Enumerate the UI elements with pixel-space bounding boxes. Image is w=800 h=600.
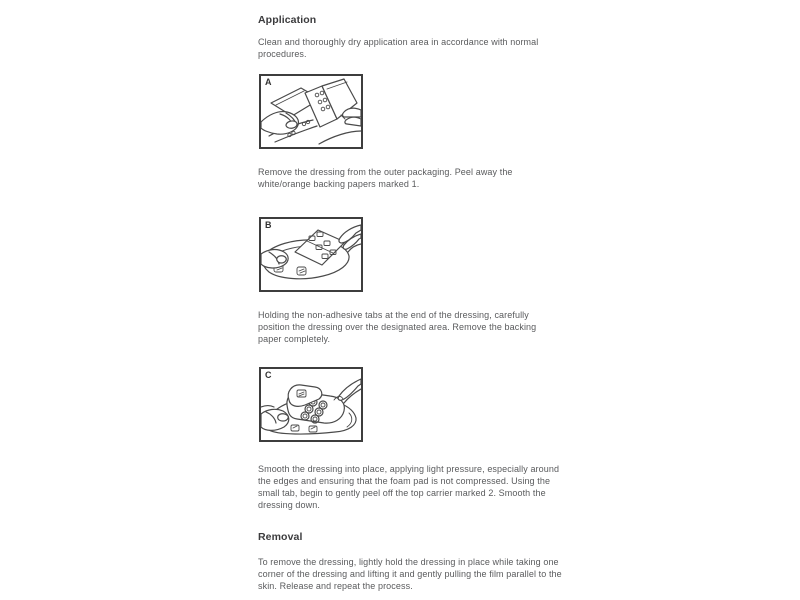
paragraph-intro: Clean and thoroughly dry application area in accordance with normal procedures. xyxy=(258,37,539,59)
illustration-peel-backing-papers xyxy=(261,76,361,147)
figure-c-label: C xyxy=(265,370,272,380)
paragraph-step-a: Remove the dressing from the outer packaging. Peel away the white/orange backing papers marked 1. xyxy=(258,167,513,189)
content-column xyxy=(258,0,562,600)
paragraph-step-b: Holding the non-adhesive tabs at the end of the dressing, carefully position the dressing over the designated area. Remove the backing paper completely. xyxy=(258,310,537,344)
paragraph-step-c: Smooth the dressing into place, applying light pressure, especially around the edges and ensuring that the foam pad is not compressed. Using the small tab, begin to gently peel off the top carrier marked 2. Smooth the dressing down. xyxy=(258,464,560,510)
figure-a-label: A xyxy=(265,77,272,87)
paragraph-removal: To remove the dressing, lightly hold the dressing in place while taking one corner of the dressing and lifting it and gently pulling the film parallel to the skin. Release and repeat the process. xyxy=(258,557,562,591)
section-heading-removal: Removal xyxy=(258,531,303,543)
figure-b-label: B xyxy=(265,220,272,230)
section-heading-application: Application xyxy=(258,14,317,26)
illustration-smooth-and-peel-carrier xyxy=(261,369,361,440)
figure-a-peel-backing-papers xyxy=(259,74,363,149)
figure-b-position-dressing xyxy=(259,217,363,292)
illustration-position-dressing xyxy=(261,219,361,290)
figure-c-smooth-and-peel-carrier xyxy=(259,367,363,442)
